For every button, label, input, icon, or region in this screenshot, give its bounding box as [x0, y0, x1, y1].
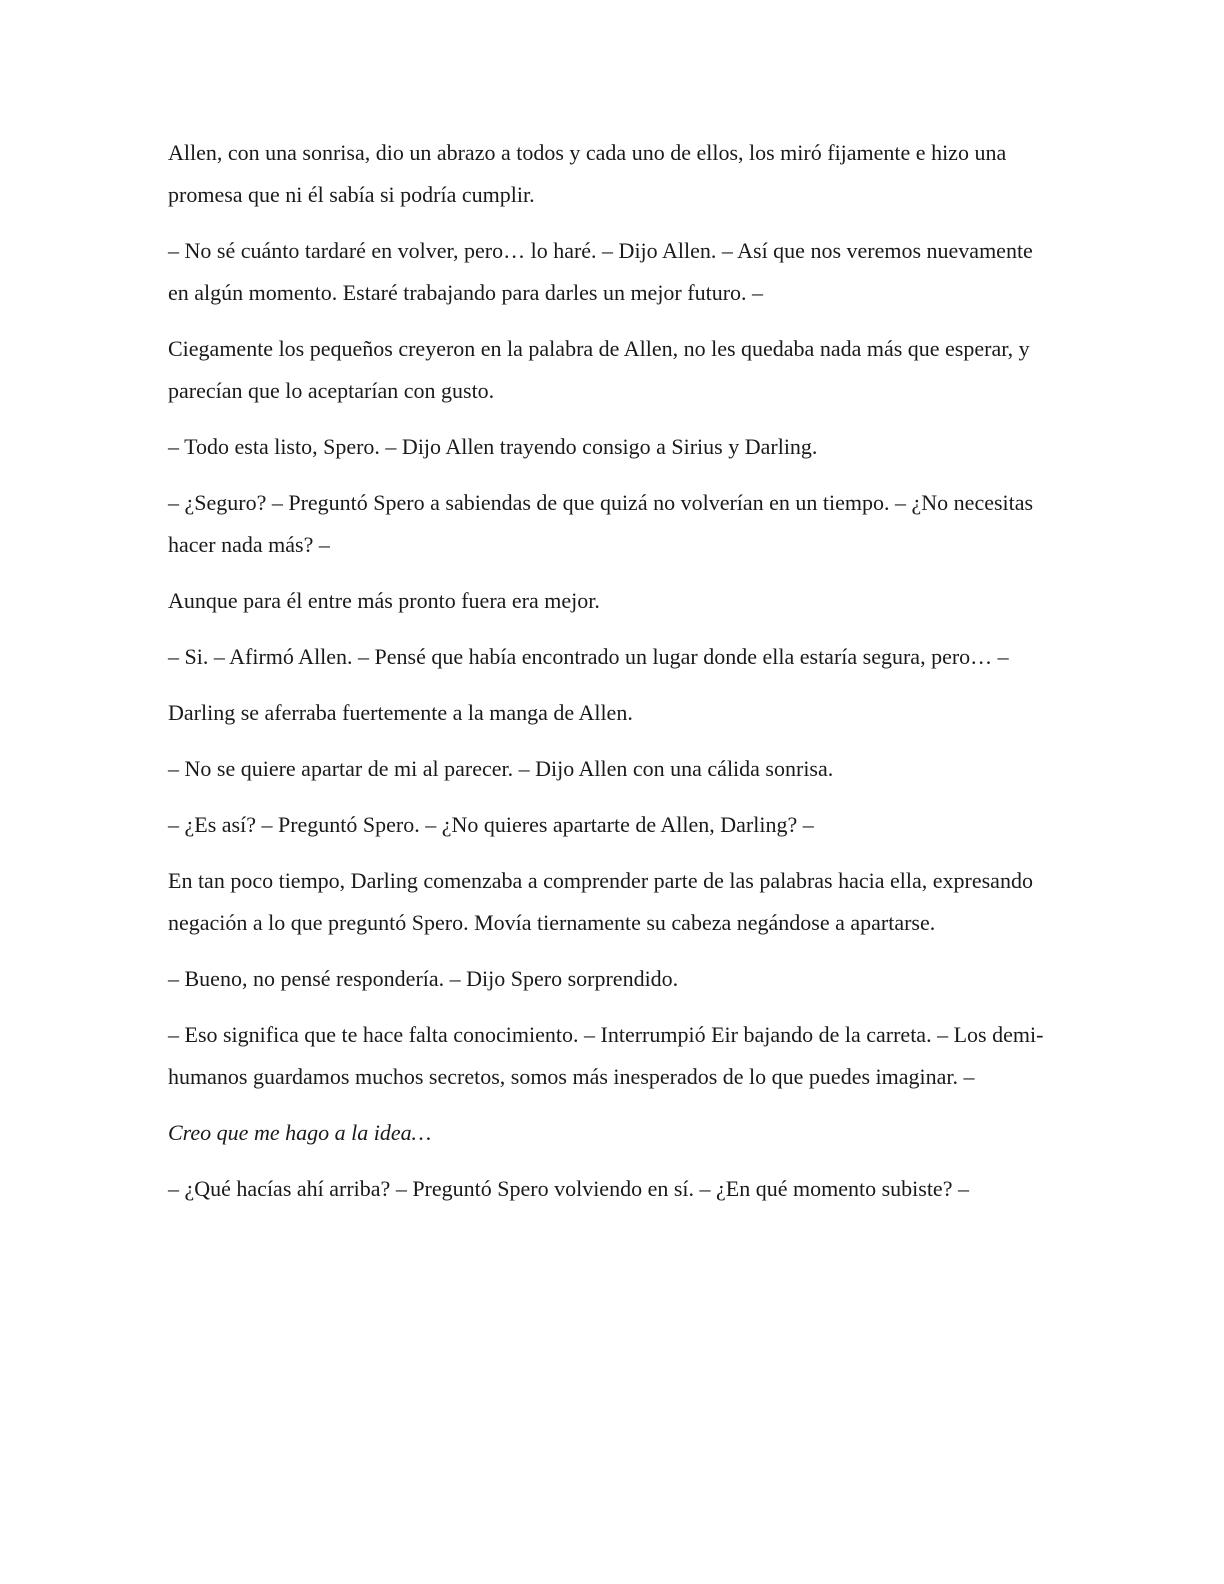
paragraph: Allen, con una sonrisa, dio un abrazo a todos y cada uno de ellos, los miró fijamente e hizo una promesa que ni él sabía si podría cumplir.	[168, 140, 1007, 207]
paragraph: – ¿Es así? – Preguntó Spero. – ¿No quieres apartarte de Allen, Darling? –	[168, 812, 814, 837]
paragraph: Aunque para él entre más pronto fuera era mejor.	[168, 588, 600, 613]
paragraph: – Eso significa que te hace falta conocimiento. – Interrumpió Eir bajando de la carreta. – Los demi-humanos guardamos muchos secretos, somos más inesperados de lo que puedes imaginar. –	[168, 1022, 1044, 1089]
paragraph: – No sé cuánto tardaré en volver, pero… lo haré. – Dijo Allen. – Así que nos veremos nuevamente en algún momento. Estaré trabajando para darles un mejor futuro. –	[168, 238, 1033, 305]
paragraph: – Todo esta listo, Spero. – Dijo Allen trayendo consigo a Sirius y Darling.	[168, 434, 818, 459]
paragraph: – Si. – Afirmó Allen. – Pensé que había encontrado un lugar donde ella estaría segura, pero… –	[168, 644, 1009, 669]
paragraph: – ¿Qué hacías ahí arriba? – Preguntó Spero volviendo en sí. – ¿En qué momento subiste? –	[168, 1176, 969, 1201]
document-body	[168, 132, 1048, 1224]
paragraph: En tan poco tiempo, Darling comenzaba a comprender parte de las palabras hacia ella, expresando negación a lo que preguntó Spero. Movía tiernamente su cabeza negándose a apartarse.	[168, 868, 1033, 935]
paragraph: – Bueno, no pensé respondería. – Dijo Spero sorprendido.	[168, 966, 679, 991]
paragraph-italic-thought: Creo que me hago a la idea…	[168, 1120, 432, 1145]
paragraph: Ciegamente los pequeños creyeron en la palabra de Allen, no les quedaba nada más que esperar, y parecían que lo aceptarían con gusto.	[168, 336, 1030, 403]
paragraph: – ¿Seguro? – Preguntó Spero a sabiendas de que quizá no volverían en un tiempo. – ¿No necesitas hacer nada más? –	[168, 490, 1034, 557]
paragraph: Darling se aferraba fuertemente a la manga de Allen.	[168, 700, 633, 725]
paragraph: – No se quiere apartar de mi al parecer. – Dijo Allen con una cálida sonrisa.	[168, 756, 834, 781]
